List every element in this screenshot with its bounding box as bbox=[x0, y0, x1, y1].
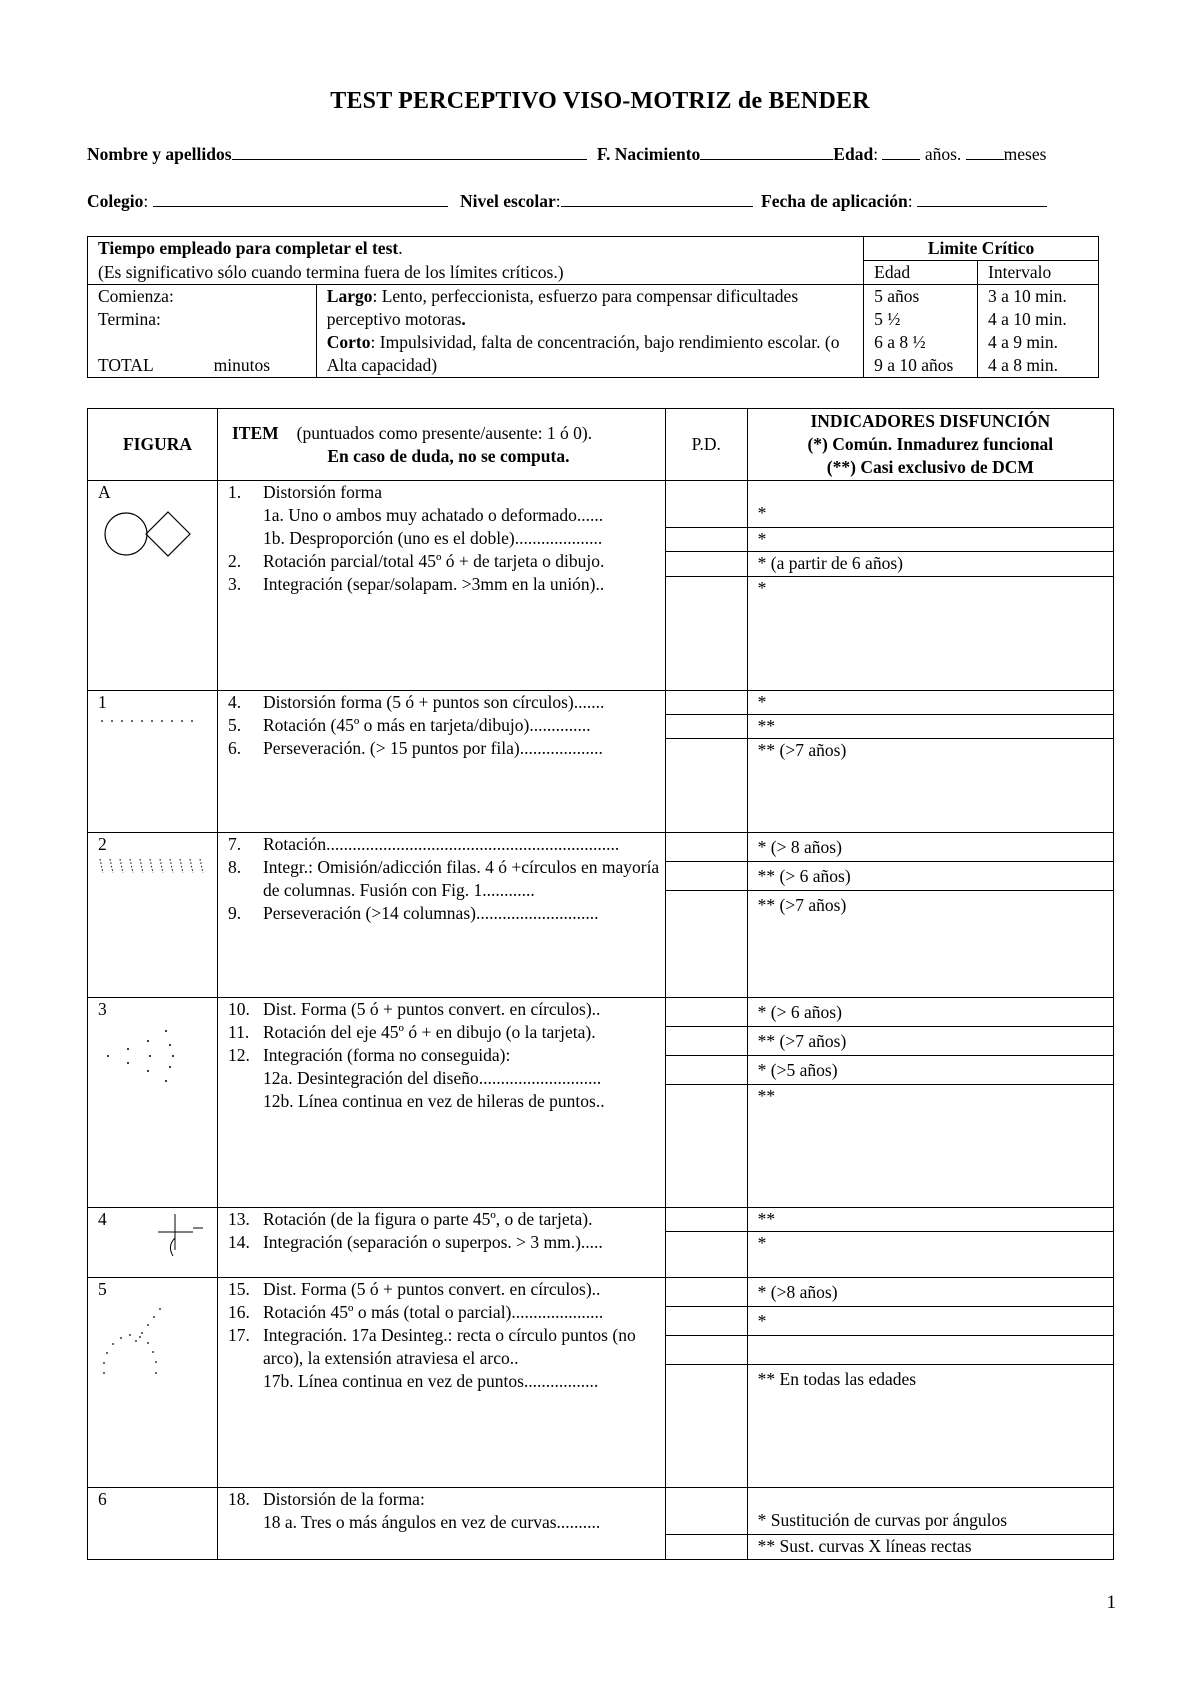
indicator-cell-5: * (>8 años) * ** En todas las edades bbox=[747, 1278, 1113, 1488]
indicators-header: INDICADORES DISFUNCIÓN (*) Común. Inmadurez funcional (**) Casi exclusivo de DCM bbox=[747, 409, 1113, 481]
indicator-cell-a: * * * (a partir de 6 años) * bbox=[747, 481, 1113, 691]
indicator-cell-3: * (> 6 años) ** (>7 años) * (>5 años) ** bbox=[747, 998, 1113, 1208]
time-fields-cell bbox=[88, 285, 317, 378]
time-note: (Es significativo sólo cuando termina fuera de los límites críticos.) bbox=[88, 261, 864, 285]
figure-cell-1: 1 bbox=[88, 691, 218, 833]
name-field[interactable] bbox=[232, 143, 587, 160]
item-header: ITEM (puntuados como presente/ausente: 1 ó 0). En caso de duda, no se computa. bbox=[217, 409, 665, 481]
long-label: Largo bbox=[326, 286, 373, 306]
header-line-2: Colegio: Nivel escolar: Fecha de aplicación: bbox=[87, 190, 1107, 212]
items-cell-1: 4. Distorsión forma (5 ó + puntos son círculos)....... 5. Rotación (45º o más en tarjeta/dibujo).............. 6. Perseveración. (> 15 puntos por fila)................... bbox=[217, 691, 665, 833]
items-cell-a: 1. Distorsión forma 1a. Uno o ambos muy achatado o deformado...... 1b. Desproporción (uno es el doble).................... 2. Rotación parcial/total 45º ó + de tarjeta o dibujo. 3. Integración (separ/solapam. >3mm en la unión).. bbox=[217, 481, 665, 691]
time-table bbox=[87, 236, 1099, 378]
figure-5-drawing bbox=[98, 1301, 198, 1391]
time-heading-cell: Tiempo empleado para completar el test. bbox=[88, 237, 864, 261]
end-label[interactable]: Termina: bbox=[98, 309, 161, 329]
pd-cell-2[interactable] bbox=[665, 833, 747, 998]
age-col-header: Edad bbox=[864, 261, 978, 285]
critical-limit-header: Limite Crítico bbox=[864, 237, 1099, 261]
items-cell-4: 13. Rotación (de la figura o parte 45º, o de tarjeta). 14. Integración (separación o superpos. > 3 mm.)..... bbox=[217, 1208, 665, 1278]
items-table bbox=[87, 408, 1114, 1560]
indicator-cell-6: * Sustitución de curvas por ángulos ** Sust. curvas X líneas rectas bbox=[747, 1488, 1113, 1560]
age-values-cell: 5 años 5 ½ 6 a 8 ½ 9 a 10 años bbox=[864, 285, 978, 378]
items-cell-3: 10. Dist. Forma (5 ó + puntos convert. en círculos).. 11. Rotación del eje 45º ó + en dibujo (o la tarjeta). 12. Integración (forma no conseguida): 12a. Desintegración del diseño............................ 12b. Línea continua en vez de hileras de puntos.. bbox=[217, 998, 665, 1208]
level-field[interactable] bbox=[561, 190, 753, 207]
name-label: Nombre y apellidos bbox=[87, 144, 232, 164]
interval-values-cell: 3 a 10 min. 4 a 10 min. 4 a 9 min. 4 a 8 min. bbox=[978, 285, 1099, 378]
items-cell-6: 18. Distorsión de la forma: 18 a. Tres o más ángulos en vez de curvas.......... bbox=[217, 1488, 665, 1560]
pd-cell-3[interactable] bbox=[665, 998, 747, 1208]
header-line-1: Nombre y apellidos F. Nacimiento Edad: años. meses bbox=[87, 144, 1047, 164]
interval-col-header: Intervalo bbox=[978, 261, 1099, 285]
pd-cell-5[interactable] bbox=[665, 1278, 747, 1488]
figure-cell-a: A bbox=[88, 481, 218, 691]
figure-3-drawing bbox=[98, 1021, 198, 1091]
figure-2-drawing bbox=[98, 856, 208, 876]
age-label: Edad bbox=[833, 144, 874, 164]
start-label[interactable]: Comienza: bbox=[98, 286, 174, 306]
date-label: Fecha de aplicación bbox=[761, 191, 908, 211]
figure-cell-6: 6 bbox=[88, 1488, 218, 1560]
figure-cell-5: 5 bbox=[88, 1278, 218, 1488]
age-years-field[interactable] bbox=[882, 143, 920, 160]
pd-header: P.D. bbox=[665, 409, 747, 481]
page-title: TEST PERCEPTIVO VISO-MOTRIZ de BENDER bbox=[330, 88, 870, 114]
birthdate-label: F. Nacimiento bbox=[596, 144, 701, 164]
years-label: años. bbox=[924, 144, 962, 164]
indicator-cell-4: ** * bbox=[747, 1208, 1113, 1278]
page-number: 1 bbox=[1106, 1592, 1116, 1613]
figure-4-drawing bbox=[153, 1210, 213, 1266]
level-label: Nivel escolar bbox=[460, 191, 556, 211]
figure-cell-4: 4 bbox=[88, 1208, 218, 1278]
pd-cell-4[interactable] bbox=[665, 1208, 747, 1278]
short-label: Corto bbox=[326, 332, 371, 352]
time-interpretation-cell: Largo: Lento, perfeccionista, esfuerzo para compensar dificultades perceptivo motoras. Corto: Impulsividad, falta de concentración, bajo rendimiento escolar. (o Alta capacidad) bbox=[316, 285, 863, 378]
figure-header: FIGURA bbox=[88, 409, 218, 481]
age-months-field[interactable] bbox=[966, 143, 1004, 160]
school-label: Colegio bbox=[87, 191, 144, 211]
items-cell-2: 7. Rotación................................................................... 8. Integr.: Omisión/adicción filas. 4 ó +círculos en mayoría de columnas. Fusión con Fig. 1............ 9. Perseveración (>14 columnas)............................ bbox=[217, 833, 665, 998]
figure-1-drawing bbox=[98, 714, 198, 728]
birthdate-field[interactable] bbox=[700, 143, 833, 160]
pd-cell-6[interactable] bbox=[665, 1488, 747, 1560]
months-label: meses bbox=[1003, 144, 1047, 164]
items-cell-5: 15. Dist. Forma (5 ó + puntos convert. en círculos).. 16. Rotación 45º o más (total o parcial)..................... 17. Integración. 17a Desinteg.: recta o círculo puntos (no arco), la extensión atraviesa el arco.. 17b. Línea continua en vez de puntos................. bbox=[217, 1278, 665, 1488]
pd-cell-1[interactable] bbox=[665, 691, 747, 833]
indicator-cell-1: * ** ** (>7 años) bbox=[747, 691, 1113, 833]
figure-cell-2: 2 bbox=[88, 833, 218, 998]
school-field[interactable] bbox=[153, 190, 448, 207]
pd-cell-a[interactable] bbox=[665, 481, 747, 691]
total-line[interactable]: TOTAL minutos bbox=[98, 355, 271, 375]
figure-cell-3: 3 bbox=[88, 998, 218, 1208]
figure-a-drawing bbox=[98, 504, 198, 564]
date-field[interactable] bbox=[917, 190, 1047, 207]
indicator-cell-2: * (> 8 años) ** (> 6 años) ** (>7 años) bbox=[747, 833, 1113, 998]
